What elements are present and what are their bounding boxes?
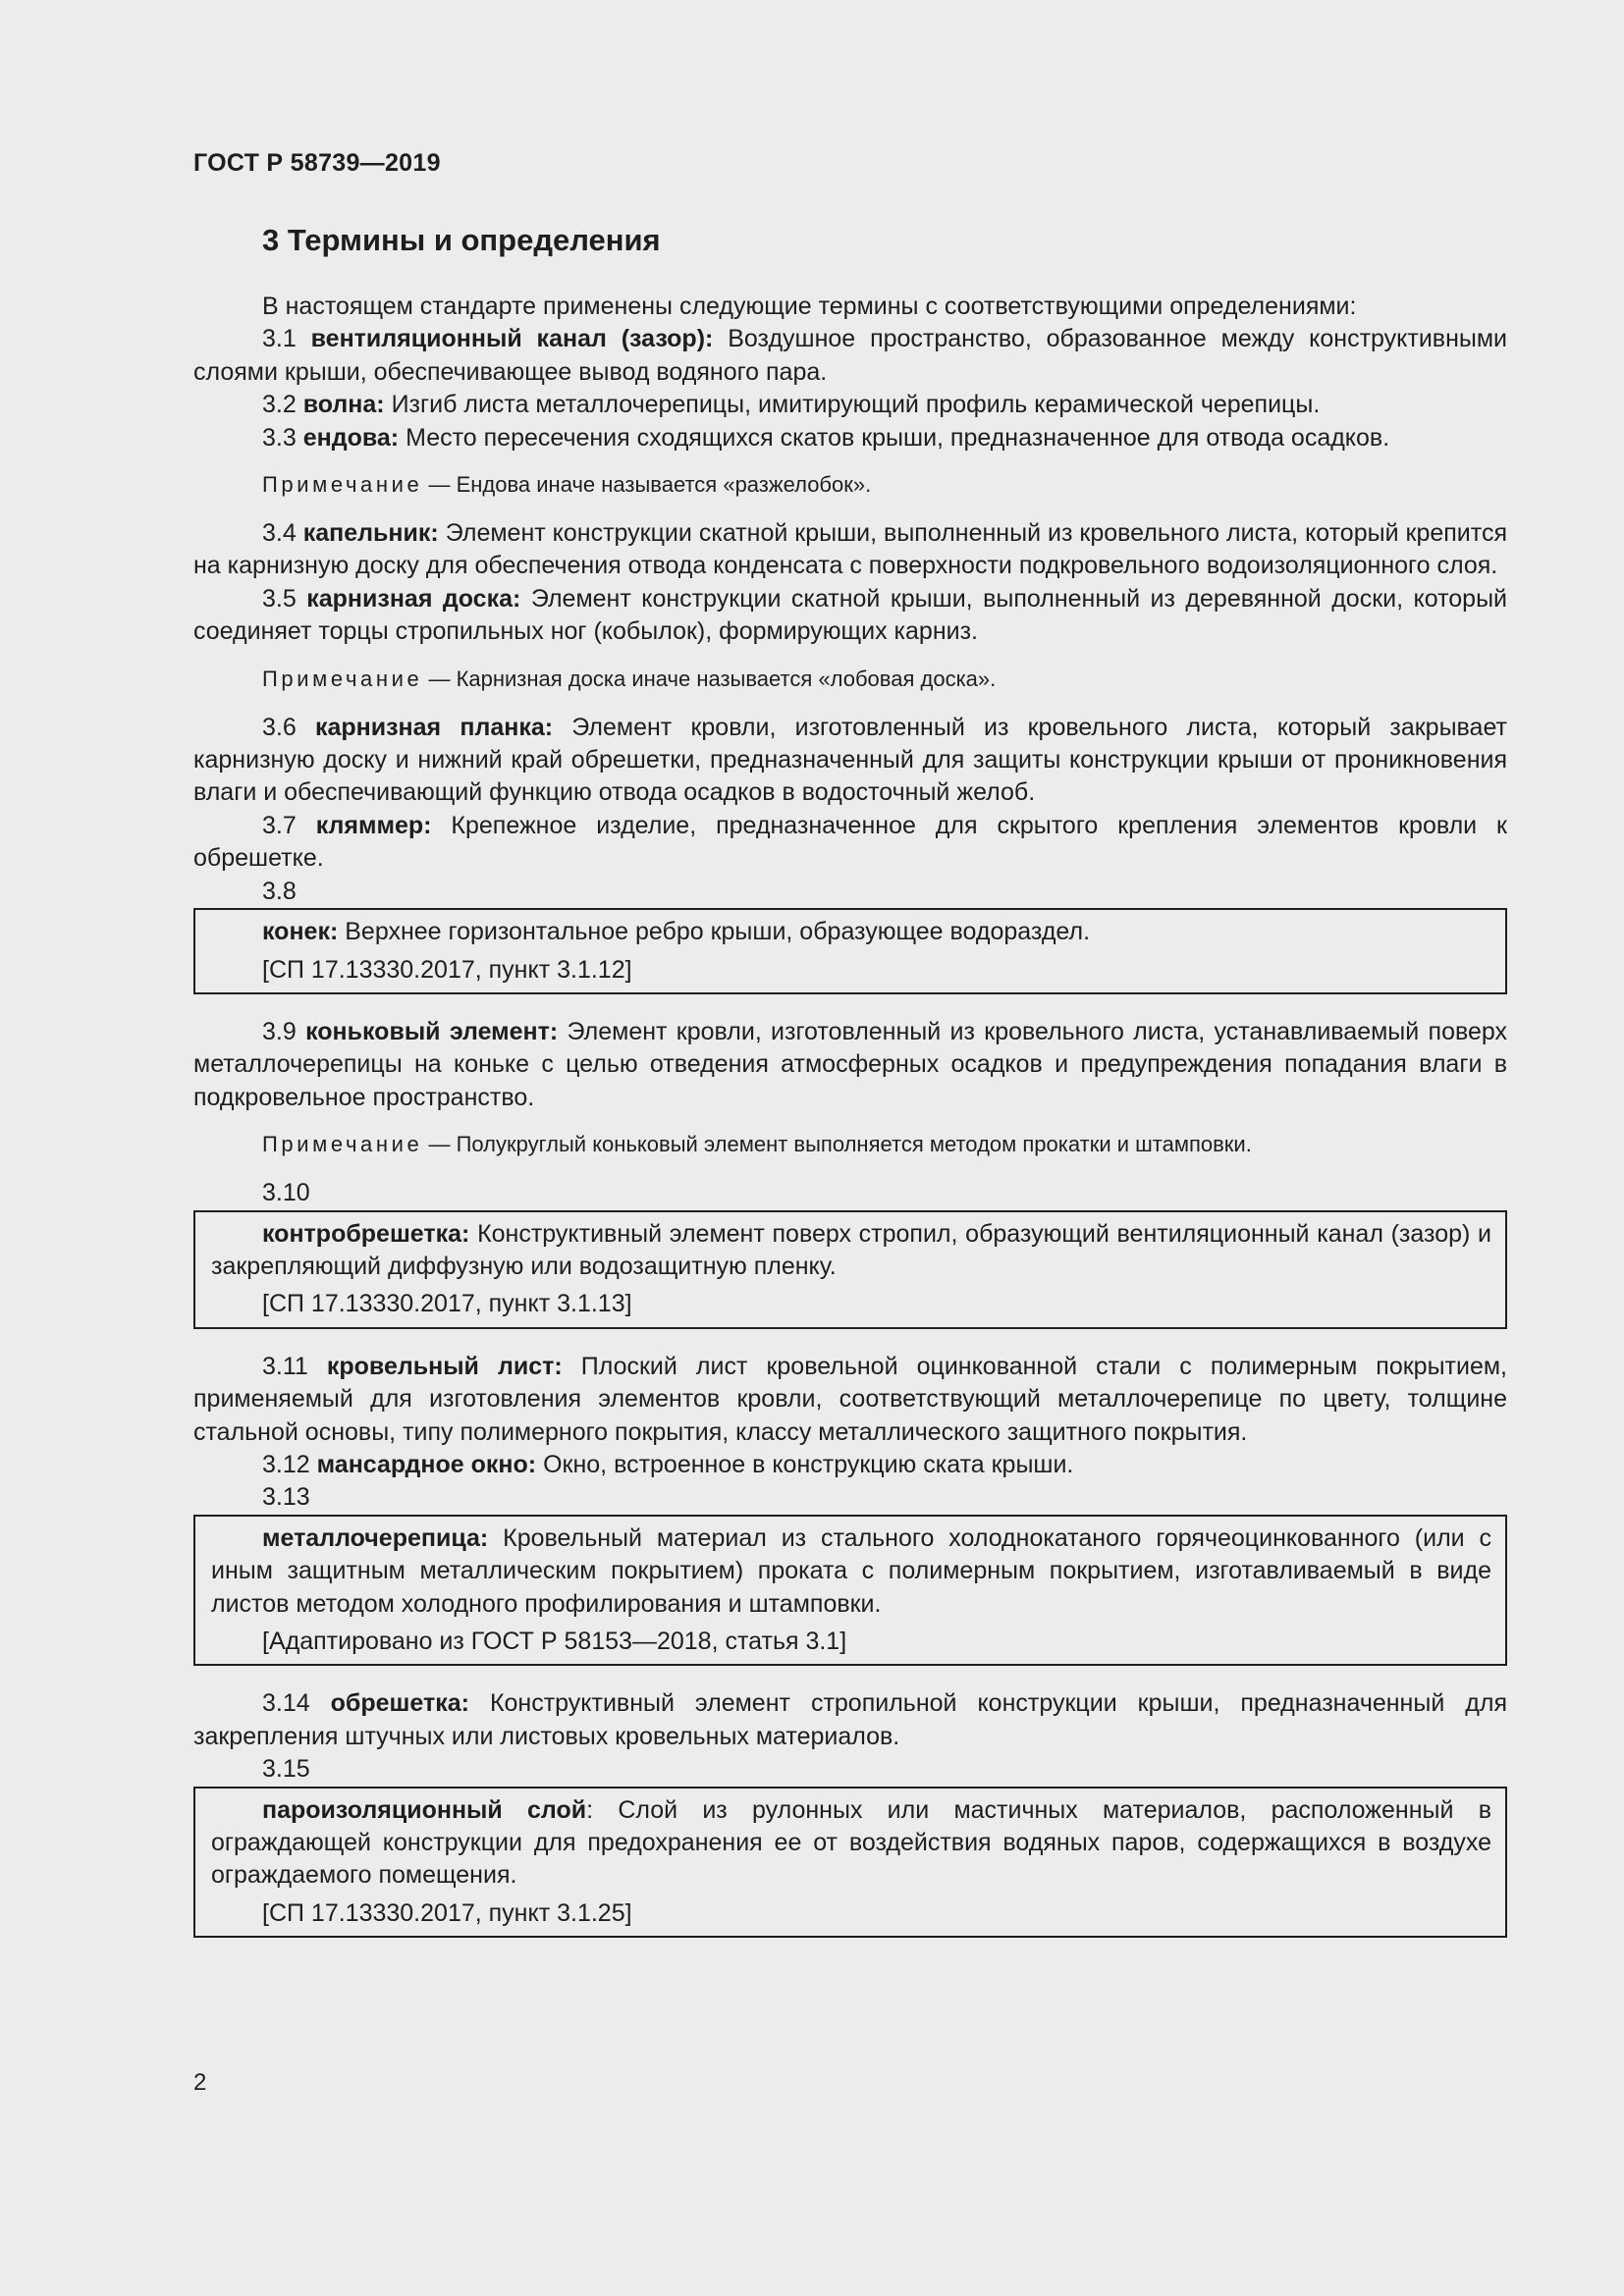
term-3-7: 3.7 кляммер: Крепежное изделие, предназначенное для скрытого крепления элементов кровли к обрешетке. bbox=[193, 811, 1507, 873]
term-source: [СП 17.13330.2017, пункт 3.1.13] bbox=[262, 1290, 632, 1318]
note-label: Примечание bbox=[262, 1132, 423, 1157]
term-box-3-8 bbox=[193, 908, 1507, 994]
document-header: ГОСТ Р 58739—2019 bbox=[193, 149, 441, 177]
term-3-5: 3.5 карнизная доска: Элемент конструкции скатной крыши, выполненный из деревянной доски, который соединяет торцы стропильных ног (кобылок), формирующих карниз. bbox=[193, 584, 1507, 646]
term-3-6: 3.6 карнизная планка: Элемент кровли, изготовленный из кровельного листа, который закрывает карнизную доску и нижний край обрешетки, предназначенный для защиты конструкции крыши от проникновения влаги и обеспечивающий функцию отвода осадков в водосточный желоб. bbox=[193, 713, 1507, 807]
term-3-11: 3.11 кровельный лист: Плоский лист кровельной оцинкованной стали с полимерным покрытием, применяемый для изготовления элементов кровли, соответствующий металлочерепице по цвету, толщине стальной основы, типу полимерного покрытия, классу металлического защитного покрытия. bbox=[193, 1352, 1507, 1446]
term-name: вентиляционный канал (зазор): bbox=[310, 325, 714, 353]
term-name: металлочерепица: bbox=[262, 1523, 489, 1552]
term-3-9: 3.9 коньковый элемент: Элемент кровли, изготовленный из кровельного листа, устанавливаемый поверх металлочерепицы на коньке с целью отведения атмосферных осадков и предупреждения попадания влаги в подкровельное пространство. bbox=[193, 1017, 1507, 1111]
term-name: пароизоляционный слой bbox=[262, 1795, 587, 1824]
term-box-3-15 bbox=[193, 1787, 1507, 1939]
term-name: карнизная планка: bbox=[314, 713, 554, 741]
term-source: [СП 17.13330.2017, пункт 3.1.12] bbox=[262, 955, 632, 984]
note-label: Примечание bbox=[262, 472, 423, 498]
term-3-8: конек: Верхнее горизонтальное ребро крыши, образующее водораздел. bbox=[262, 918, 1091, 946]
term-name: коньковый элемент: bbox=[305, 1017, 559, 1045]
term-name: карнизная доска: bbox=[306, 584, 521, 613]
term-number: 3.13 bbox=[262, 1483, 310, 1512]
term-name: контробрешетка: bbox=[262, 1219, 470, 1248]
term-box-3-13 bbox=[193, 1515, 1507, 1667]
term-name: волна: bbox=[302, 391, 385, 419]
note-3-3: Примечание — Ендова иначе называется «разжелобок». bbox=[262, 472, 872, 498]
term-number: 3.10 bbox=[262, 1179, 310, 1207]
term-box-3-10 bbox=[193, 1210, 1507, 1329]
term-name: ендова: bbox=[302, 423, 400, 452]
term-3-12: 3.12 мансардное окно: Окно, встроенное в конструкцию ската крыши. bbox=[262, 1450, 1074, 1478]
intro-paragraph: В настоящем стандарте применены следующие термины с соответствующими определениями: bbox=[262, 293, 1357, 320]
term-3-3: 3.3 ендова: Место пересечения сходящихся скатов крыши, предназначенное для отвода осадков. bbox=[262, 423, 1390, 452]
term-3-1: 3.1 вентиляционный канал (зазор): Воздушное пространство, образованное между конструктивными слоями крыши, обеспечивающее вывод водяного пара. bbox=[193, 325, 1507, 386]
term-3-14: 3.14 обрешетка: Конструктивный элемент стропильной конструкции крыши, предназначенный для закрепления штучных или листовых кровельных материалов. bbox=[193, 1689, 1507, 1750]
term-source: [Адаптировано из ГОСТ Р 58153—2018, статья 3.1] bbox=[262, 1628, 847, 1655]
term-3-13: металлочерепица: Кровельный материал из стального холоднокатаного горячеоцинкованного (или с иным защитным металлическим покрытием) проката с полимерным покрытием, изготавливаемый в виде листов методом холодного профилирования и штамповки. bbox=[211, 1523, 1491, 1618]
note-3-5: Примечание — Карнизная доска иначе называется «лобовая доска». bbox=[262, 666, 997, 691]
note-label: Примечание bbox=[262, 666, 423, 691]
terms-body bbox=[193, 291, 1507, 1959]
term-name: кляммер: bbox=[315, 811, 432, 839]
term-name: мансардное окно: bbox=[316, 1450, 537, 1478]
note-3-9: Примечание — Полукруглый коньковый элемент выполняется методом прокатки и штамповки. bbox=[262, 1132, 1252, 1157]
term-3-15: пароизоляционный слой: Слой из рулонных или мастичных материалов, расположенный в ограждающей конструкции для предохранения ее от воздействия водяных паров, содержащихся в воздухе ограждаемого помещения. bbox=[211, 1795, 1491, 1890]
term-number: 3.8 bbox=[262, 877, 297, 905]
term-name: кровельный лист: bbox=[326, 1352, 563, 1380]
term-3-4: 3.4 капельник: Элемент конструкции скатной крыши, выполненный из кровельного листа, который крепится на карнизную доску для обеспечения отвода конденсата с поверхности подкровельного водоизоляционного слоя. bbox=[193, 519, 1507, 580]
term-name: конек: bbox=[262, 918, 339, 946]
term-number: 3.15 bbox=[262, 1755, 310, 1784]
term-name: обрешетка: bbox=[330, 1689, 469, 1718]
term-source: [СП 17.13330.2017, пункт 3.1.25] bbox=[262, 1898, 632, 1927]
term-3-10: контробрешетка: Конструктивный элемент поверх стропил, образующий вентиляционный канал (зазор) и закрепляющий диффузную или водозащитную пленку. bbox=[211, 1219, 1491, 1280]
term-3-2: 3.2 волна: Изгиб листа металлочерепицы, имитирующий профиль керамической черепицы. bbox=[262, 391, 1321, 419]
section-title: 3 Термины и определения bbox=[262, 223, 661, 257]
term-name: капельник: bbox=[302, 519, 439, 548]
page-number: 2 bbox=[193, 2069, 207, 2096]
